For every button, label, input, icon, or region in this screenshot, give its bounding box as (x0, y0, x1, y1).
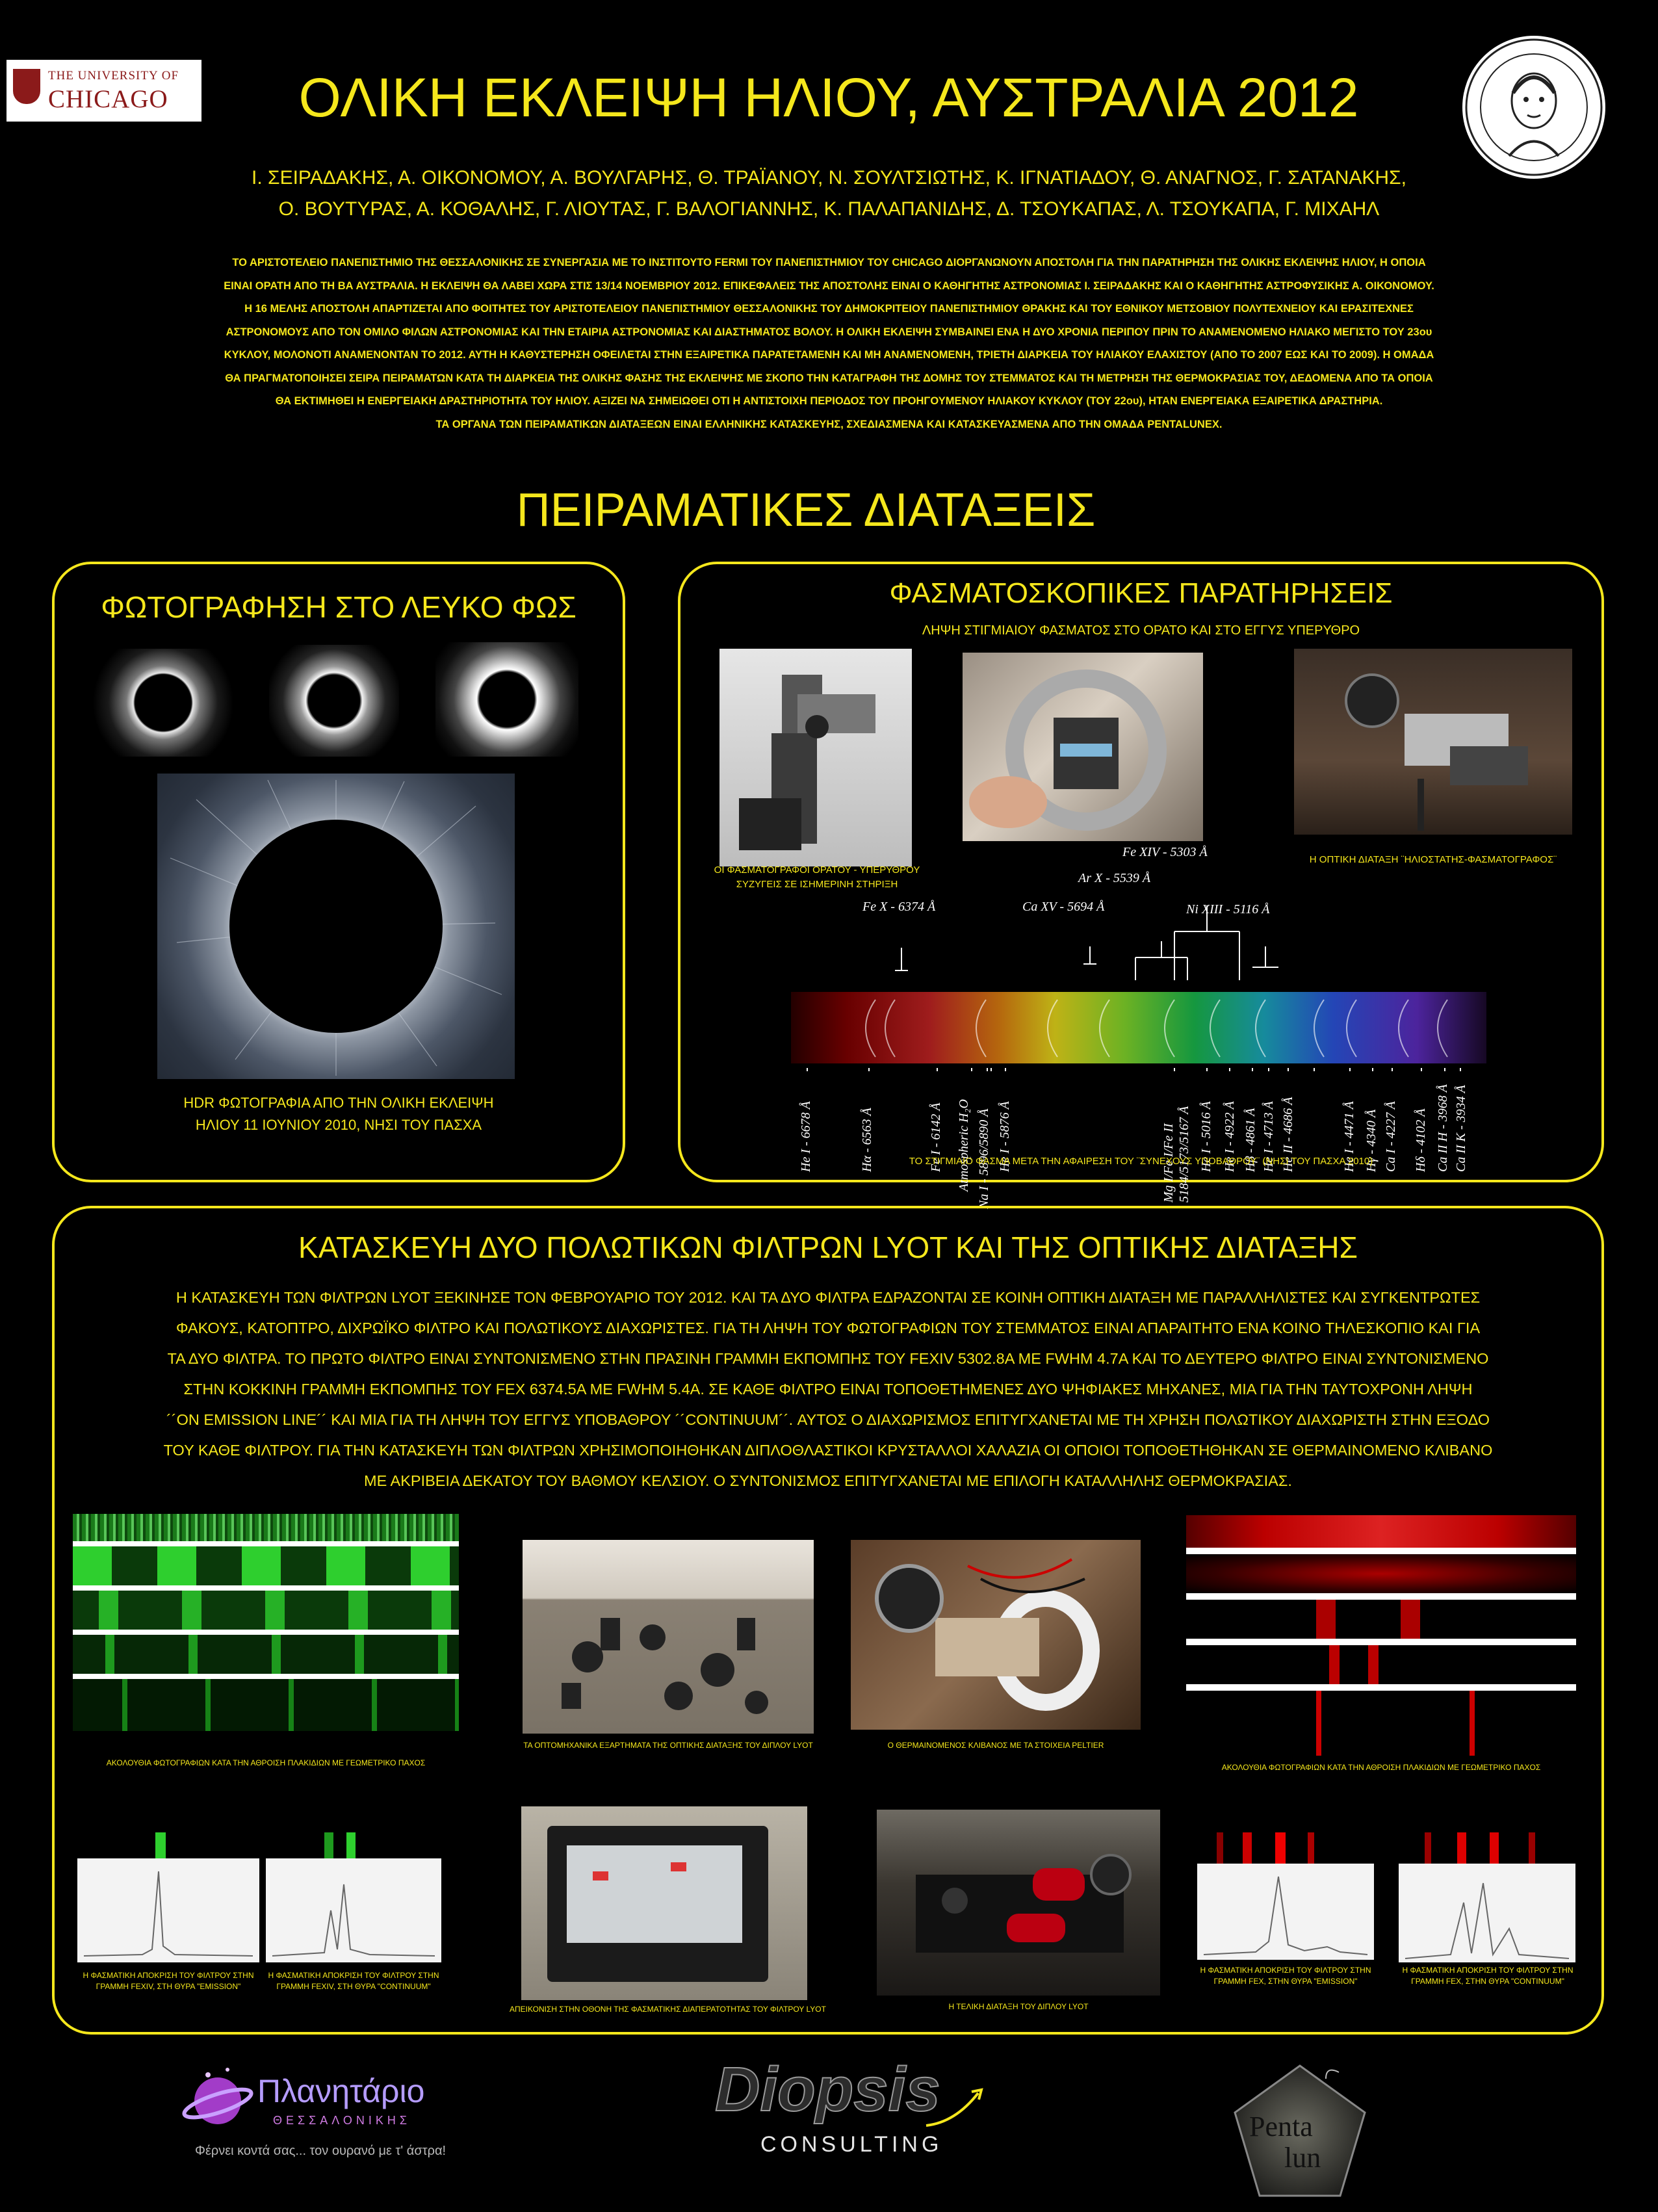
hdr-caption-line: ΗΛΙΟΥ 11 ΙΟΥΝΙΟΥ 2010, ΝΗΣΙ ΤΟΥ ΠΑΣΧΑ (195, 1117, 482, 1133)
intro-line: ΤΟ ΑΡΙΣΤΟΤΕΛΕΙΟ ΠΑΝΕΠΙΣΤΗΜΙΟ ΤΗΣ ΘΕΣΣΑΛΟΝΙΚΗΣ ΣΕ ΣΥΝΕΡΓΑΣΙΑ ΜΕ ΤΟ ΙΝΣΤΙΤΟΥΤΟ FERMI ΤΟΥ ΠΑΝΕΠΙΣΤΗΜΙΟΥ ΤΟΥ CHICAGO ΔΙΟΡΓΑΝΩΝΟΥΝ ΑΠΟΣΤΟΛΗ ΓΙΑ ΤΗΝ ΠΑΡΑΤΗΡΗΣΗ ΤΗΣ ΟΛΙΚΗΣ ΕΚΛΕΙΨΗΣ ΗΛΙΟΥ, Η ΟΠΟΙΑ (232, 257, 1426, 268)
final-lyot-setup-photo (877, 1810, 1160, 1996)
spectrograph-caption-line: ΣΥΖΥΓΕΙΣ ΣΕ ΙΣΗΜΕΡΙΝΗ ΣΤΗΡΙΞΗ (736, 879, 898, 890)
aristotle-seal-icon (1462, 36, 1605, 179)
monitor-caption: ΑΠΕΙΚΟΝΙΣΗ ΣΤΗΝ ΟΘΟΝΗ ΤΗΣ ΦΑΣΜΑΤΙΚΗΣ ΔΙΑΠΕΡΑΤΟΤΗΤΑΣ ΤΟΥ ΦΙΛΤΡΟΥ LYOT (510, 2005, 826, 2014)
lyot-line: Η ΚΑΤΑΣΚΕΥΗ ΤΩΝ ΦΙΛΤΡΩΝ LYOT ΞΕΚΙΝΗΣΕ ΤΟΝ ΦΕΒΡΟΥΑΡΙΟ ΤΟΥ 2012. ΚΑΙ ΤΑ ΔΥΟ ΦΙΛΤΡΑ ΕΔΡΑΖΟΝΤΑΙ ΣΕ ΚΟΙΝΗ ΟΠΤΙΚΗ ΔΙΑΤΑΞΗ ΜΕ ΠΑΡΑΛΛΗΛΙΣΤΕΣ ΚΑΙ ΣΥΓΚΕΝΤΡΩΤΕΣ (175, 1289, 1481, 1306)
page-title: ΟΛΙΚΗ ΕΚΛΕΙΨΗ ΗΛΙΟΥ, ΑΥΣΤΡΑΛΙΑ 2012 (298, 67, 1359, 128)
intro-paragraph (0, 252, 1658, 436)
red-sequence-caption: ΑΚΟΛΟΥΘΙΑ ΦΩΤΟΓΡΑΦΙΩΝ ΚΑΤΑ ΤΗΝ ΑΘΡΟΙΣΗ ΠΛΑΚΙΔΙΩΝ ΜΕ ΓΕΩΜΕΤΡΙΚΟ ΠΑΧΟΣ (1221, 1763, 1541, 1772)
spectrograph-telescope-photo (719, 649, 912, 866)
intro-line: ΤΑ ΟΡΓΑΝΑ ΤΩΝ ΠΕΙΡΑΜΑΤΙΚΩΝ ΔΙΑΤΑΞΕΩΝ ΕΙΝΑΙ ΕΛΛΗΝΙΚΗΣ ΚΑΤΑΣΚΕΥΗΣ, ΣΧΕΔΙΑΣΜΕΝΑ ΚΑΙ ΚΑΤΑΣΚΕΥΑΣΜΕΝΑ ΑΠΟ ΤΗΝ ΟΜΑΔΑ PENTALUNEX. (435, 418, 1223, 430)
optomechanics-photo (523, 1540, 814, 1734)
pentalun-text-2: lun (1284, 2142, 1321, 2174)
white-light-panel (52, 562, 625, 1182)
chicago-logo-line2: CHICAGO (48, 85, 168, 113)
line-label-ca-ii-h: Ca II H - 3968 Å (1436, 1084, 1450, 1172)
line-label-ni-xiii: Ni XIII - 5116 Å (1186, 902, 1270, 917)
lyot-setup-icon (877, 1810, 1160, 1996)
optomechanics-icon (523, 1540, 814, 1734)
intro-line: ΕΙΝΑΙ ΟΡΑΤΗ ΑΠΟ ΤΗ ΒΑ ΑΥΣΤΡΑΛΙΑ. Η ΕΚΛΕΙΨΗ ΘΑ ΛΑΒΕΙ ΧΩΡΑ ΣΤΙΣ 13/14 ΝΟΕΜΒΡΙΟΥ 2012. ΕΠΙΚΕΦΑΛΕΙΣ ΤΗΣ ΑΠΟΣΤΟΛΗΣ ΕΙΝΑΙ Ο ΚΑΘΗΓΗΤΗΣ ΑΣΤΡΟΝΟΜΙΑΣ Ι. ΣΕΙΡΑΔΑΚΗΣ ΚΑΙ Ο ΚΑΘΗΓΗΤΗΣ ΑΣΤΡΟΦΥΣΙΚΗΣ Α. ΟΙΚΟΝΟΜΟΥ. (224, 280, 1434, 292)
oven-caption: Ο ΘΕΡΜΑΙΝΟΜΕΝΟΣ ΚΛΙΒΑΝΟΣ ΜΕ ΤΑ ΣΤΟΙΧΕΙΑ PELTIER (887, 1741, 1104, 1750)
red-continuum-caption-line: Η ΦΑΣΜΑΤΙΚΗ ΑΠΟΚΡΙΣΗ ΤΟΥ ΦΙΛΤΡΟΥ ΣΤΗΝ (1402, 1966, 1574, 1975)
optomechanics-caption: ΤΑ ΟΠΤΟΜΗΧΑΝΙΚΑ ΕΞΑΡΤΗΜΑΤΑ ΤΗΣ ΟΠΤΙΚΗΣ ΔΙΑΤΑΞΗΣ ΤΟΥ ΔΙΠΛΟΥ LYOT (523, 1741, 813, 1750)
monitor-display-photo (521, 1806, 807, 2000)
line-label-fe-x: Fe X - 6374 Å (862, 900, 936, 914)
green-continuum-curve (266, 1858, 441, 1962)
white-light-title: ΦΩΤΟΓΡΑΦΗΣΗ ΣΤΟ ΛΕΥΚΟ ΦΩΣ (101, 590, 576, 624)
eclipse-photo-small-2 (269, 645, 399, 757)
green-emission-caption-line: ΓΡΑΜΜΗ FEXIV, ΣΤΗ ΘΥΡΑ "EMISSION" (96, 1982, 241, 1991)
pentalunex-logo (1228, 2059, 1371, 2209)
telescope-icon (719, 649, 912, 866)
red-continuum-caption-line: ΓΡΑΜΜΗ FEX, ΣΤΗΝ ΘΥΡΑ "CONTINUUM" (1411, 1977, 1564, 1986)
green-continuum-caption (250, 1970, 458, 1992)
green-emission-caption (61, 1970, 276, 1992)
planetarium-slogan: Φέρνει κοντά σας... τον ουρανό με τ' άστρα! (195, 2144, 447, 2158)
green-continuum-caption-line: ΓΡΑΜΜΗ FEXIV, ΣΤΗ ΘΥΡΑ "CONTINUUM" (276, 1982, 431, 1991)
authors-line: Ι. ΣΕΙΡΑΔΑΚΗΣ, Α. ΟΙΚΟΝΟΜΟΥ, Α. ΒΟΥΛΓΑΡΗΣ, Θ. ΤΡΑΪΑΝΟΥ, Ν. ΣΟΥΛΤΣΙΩΤΗΣ, Κ. ΙΓΝΑΤΙΑΔΟΥ, Θ. ΑΝΑΓΝΟΣ, Γ. ΣΑΤΑΝΑΚΗΣ, (252, 167, 1406, 189)
oven-icon (851, 1540, 1141, 1730)
planet-icon (182, 2063, 253, 2135)
lyot-line: ΣΤΗΝ ΚΟΚΚΙΝΗ ΓΡΑΜΜΗ ΕΚΠΟΜΠΗΣ ΤΟΥ FEX 6374.5A ΜΕ FWHM 5.4A. ΣΕ ΚΑΘΕ ΦΙΛΤΡΟ ΕΙΝΑΙ ΤΟΠΟΘΕΤΗΜΕΝΕΣ ΔΥΟ ΨΗΦΙΑΚΕΣ ΜΗΧΑΝΕΣ, ΜΙΑ ΓΙΑ ΤΗΝ ΤΑΥΤΟΧΡΟΝΗ ΛΗΨΗ (183, 1381, 1473, 1398)
eclipse-photo-small-1 (94, 649, 233, 757)
red-continuum-caption (1380, 1965, 1595, 1987)
red-fringe-sequence-photo (1186, 1515, 1576, 1758)
corona-streamers-icon (157, 774, 515, 1079)
line-label-h-beta: Hβ - 4861 Å (1243, 1108, 1258, 1172)
lyot-line: ΤΑ ΔΥΟ ΦΙΛΤΡΑ. ΤΟ ΠΡΩΤΟ ΦΙΛΤΡΟ ΕΙΝΑΙ ΣΥΝΤΟΝΙΣΜΕΝΟ ΣΤΗΝ ΠΡΑΣΙΝΗ ΓΡΑΜΜΗ ΕΚΠΟΜΠΗΣ ΤΟΥ FEXIV 5302.8A ΜΕ FWHM 4.7A ΚΑΙ ΤΟ ΔΕΥΤΕΡΟ ΦΙΛΤΡΟ ΕΙΝΑΙ ΣΥΝΤΟΝΙΣΜΕΝΟ (167, 1350, 1489, 1367)
line-label-he-i-5016: He I - 5016 Å (1199, 1101, 1213, 1172)
planetarium-name: Πλανητάριο (257, 2073, 425, 2109)
spectroscopy-subtitle: ΛΗΨΗ ΣΤΙΓΜΙΑΙΟΥ ΦΑΣΜΑΤΟΣ ΣΤΟ ΟΡΑΤΟ ΚΑΙ ΣΤΟ ΕΓΓΥΣ ΥΠΕΡΥΘΡΟ (922, 623, 1360, 638)
green-continuum-caption-line: Η ΦΑΣΜΑΤΙΚΗ ΑΠΟΚΡΙΣΗ ΤΟΥ ΦΙΛΤΡΟΥ ΣΤΗΝ (268, 1971, 439, 1980)
heated-oven-photo (851, 1540, 1141, 1730)
spectroscopy-title: ΦΑΣΜΑΤΟΣΚΟΠΙΚΕΣ ΠΑΡΑΤΗΡΗΣΕΙΣ (889, 577, 1393, 609)
line-label-h-gamma: Hγ - 4340 Å (1364, 1109, 1379, 1172)
grating-ring-icon (963, 653, 1203, 841)
intro-line: ΘΑ ΠΡΑΓΜΑΤΟΠΟΙΗΣΕΙ ΣΕΙΡΑ ΠΕΙΡΑΜΑΤΩΝ ΚΑΤΑ ΤΗ ΔΙΑΡΚΕΙΑ ΤΗΣ ΟΛΙΚΗΣ ΦΑΣΗΣ ΤΗΣ ΕΚΛΕΙΨΗΣ ΜΕ ΣΚΟΠΟ ΤΗΝ ΚΑΤΑΓΡΑΦΗ ΤΗΣ ΔΟΜΗΣ ΤΟΥ ΣΤΕΜΜΑΤΟΣ ΚΑΙ ΤΗ ΜΕΤΡΗΣΗ ΤΗΣ ΘΕΡΜΟΚΡΑΣΙΑΣ ΤΟΥ, ΔΕΔΟΜΕΝΑ ΑΠΟ ΤΑ ΟΠΟΙΑ (225, 372, 1433, 384)
line-label-he-ii-4686: He II - 4686 Å (1281, 1097, 1295, 1172)
line-label-he-i-6678: He I - 6678 Å (799, 1101, 813, 1172)
spectrum-band (791, 992, 1486, 1063)
line-label-na-i: Na I - 5896/5890 Å (977, 1108, 991, 1209)
diffraction-grating-photo (963, 653, 1203, 841)
swoosh-arrow-icon (923, 2087, 988, 2132)
lyot-line: ´´ON EMISSION LINE´´ ΚΑΙ ΜΙΑ ΓΙΑ ΤΗ ΛΗΨΗ ΤΟΥ ΕΓΓΥΣ ΥΠΟΒΑΘΡΟΥ ´´CONTINUUM´´. ΑΥΤΟΣ Ο ΔΙΑΧΩΡΙΣΜΟΣ ΕΠΙΤΥΓΧΑΝΕΤΑΙ ΜΕ ΤΗ ΧΡΗΣΗ ΠΟΛΩΤΙΚΟΥ ΔΙΑΧΩΡΙΣΤΗ ΣΤΗΝ ΕΞΟΔΟ (166, 1411, 1490, 1428)
authors (0, 163, 1658, 225)
diopsis-name: Diopsis (715, 2055, 940, 2124)
planetarium-city: ΘΕΣΣΑΛΟΝΙΚΗΣ (273, 2114, 411, 2127)
red-continuum-response-chart (1399, 1832, 1575, 1962)
planetarium-logo (175, 2059, 500, 2163)
diopsis-sub: CONSULTING (760, 2132, 943, 2157)
spectrograph-caption-line: ΟΙ ΦΑΣΜΑΤΟΓΡΑΦΟΙ ΟΡΑΤΟΥ - ΥΠΕΡΥΘΡΟΥ (714, 865, 920, 876)
red-emission-caption (1178, 1965, 1393, 1987)
red-emission-caption-line: ΓΡΑΜΜΗ FEX, ΣΤΗΝ ΘΥΡΑ "EMISSION" (1213, 1977, 1358, 1986)
lyot-title: ΚΑΤΑΣΚΕΥΗ ΔΥΟ ΠΟΛΩΤΙΚΩΝ ΦΙΛΤΡΩΝ LYOT ΚΑΙ ΤΗΣ ΟΠΤΙΚΗΣ ΔΙΑΤΑΞΗΣ (298, 1230, 1358, 1264)
hdr-caption-line: HDR ΦΩΤΟΓΡΑΦΙΑ ΑΠΟ ΤΗΝ ΟΛΙΚΗ ΕΚΛΕΙΨΗ (183, 1095, 494, 1111)
line-label-fe-i: Fe I - 6142 Å (929, 1102, 943, 1172)
pentalun-text-1: Penta (1249, 2111, 1313, 2142)
intro-line: ΘΑ ΕΚΤΙΜΗΘΕΙ Η ΕΝΕΡΓΕΙΑΚΗ ΔΡΑΣΤΗΡΙΟΤΗΤΑ ΤΟΥ ΗΛΙΟΥ. ΑΞΙΖΕΙ ΝΑ ΣΗΜΕΙΩΘΕΙ ΟΤΙ Η ΑΝΤΙΣΤΟΙΧΗ ΠΕΡΙΟΔΟΣ ΤΟΥ ΠΡΟΗΓΟΥΜΕΝΟΥ ΗΛΙΑΚΟΥ ΚΥΚΛΟΥ (ΤΟΥ 22ου), ΗΤΑΝ ΕΝΕΡΓΕΙΑΚΑ ΕΞΑΙΡΕΤΙΚΑ ΔΡΑΣΤΗΡΙΑ. (275, 395, 1383, 407)
intro-line: ΚΥΚΛΟΥ, ΜΟΛΟΝΟΤΙ ΑΝΑΜΕΝΟΝΤΑΝ ΤΟ 2012. ΑΥΤΗ Η ΚΑΘΥΣΤΕΡΗΣΗ ΟΦΕΙΛΕΤΑΙ ΣΤΗΝ ΕΞΑΙΡΕΤΙΚΑ ΠΑΡΑΤΕΤΑΜΕΝΗ ΚΑΙ ΜΗ ΑΝΑΜΕΝΟΜΕΝΗ, ΤΡΙΕΤΗ ΔΙΑΡΚΕΙΑ ΤΟΥ ΗΛΙΑΚΟΥ ΕΛΑΧΙΣΤΟΥ (ΑΠΟ ΤΟ 2007 ΕΩΣ ΚΑΙ ΤΟ 2009). Η ΟΜΑΔΑ (224, 349, 1434, 361)
green-continuum-response-chart (266, 1832, 441, 1962)
section-title: ΠΕΙΡΑΜΑΤΙΚΕΣ ΔΙΑΤΑΞΕΙΣ (516, 484, 1096, 536)
green-fringe-sequence-photo (73, 1514, 459, 1754)
heliostat-caption: Η ΟΠΤΙΚΗ ΔΙΑΤΑΞΗ ¨ΗΛΙΟΣΤΑΤΗΣ-ΦΑΣΜΑΤΟΓΡΑΦΟΣ¨ (1309, 854, 1557, 865)
heliostat-icon (1294, 649, 1572, 835)
lyot-line: ΤΟΥ ΚΑΘΕ ΦΙΛΤΡΟΥ. ΓΙΑ ΤΗΝ ΚΑΤΑΣΚΕΥΗ ΤΩΝ ΦΙΛΤΡΩΝ ΧΡΗΣΙΜΟΠΟΙΗΘΗΚΑΝ ΔΙΠΛΟΘΛΑΣΤΙΚΟΙ ΚΡΥΣΤΑΛΛΟΙ ΧΑΛΑΖΙΑ ΟΙ ΟΠΟΙΟΙ ΤΟΠΟΘΕΤΗΘΗΚΑΝ ΣΕ ΘΕΡΜΑΙΝΟΜΕΝΟ ΚΛΙΒΑΝΟ (163, 1442, 1493, 1459)
hdr-caption (55, 1092, 623, 1136)
lyot-paragraph (55, 1282, 1601, 1496)
line-label-he-i-4471: He I - 4471 Å (1342, 1101, 1356, 1172)
lyot-panel (52, 1206, 1604, 2035)
green-emission-response-chart (77, 1832, 259, 1962)
line-label-atmospheric-h2o: Atmospheric H₂O (957, 1099, 971, 1191)
diopsis-consulting-logo (708, 2054, 1007, 2165)
line-label-mg-fe-1: Mg I/Fe I/Fe II (1161, 1123, 1176, 1203)
red-emission-caption-line: Η ΦΑΣΜΑΤΙΚΗ ΑΠΟΚΡΙΣΗ ΤΟΥ ΦΙΛΤΡΟΥ ΣΤΗΝ (1200, 1966, 1371, 1975)
chicago-logo-line1: THE UNIVERSITY OF (48, 69, 179, 83)
final-setup-caption: Η ΤΕΛΙΚΗ ΔΙΑΤΑΞΗ ΤΟΥ ΔΙΠΛΟΥ LYOT (948, 2002, 1089, 2011)
line-label-he-i-4713: He I - 4713 Å (1262, 1101, 1276, 1172)
green-sequence-caption: ΑΚΟΛΟΥΘΙΑ ΦΩΤΟΓΡΑΦΙΩΝ ΚΑΤΑ ΤΗΝ ΑΘΡΟΙΣΗ ΠΛΑΚΙΔΙΩΝ ΜΕ ΓΕΩΜΕΤΡΙΚΟ ΠΑΧΟΣ (106, 1758, 426, 1767)
line-label-h-delta: Hδ - 4102 Å (1414, 1108, 1428, 1172)
line-label-ca-xv: Ca XV - 5694 Å (1022, 900, 1105, 914)
authors-line: Ο. ΒΟΥΤΥΡΑΣ, Α. ΚΟΘΑΛΗΣ, Γ. ΛΙΟΥΤΑΣ, Γ. ΒΑΛΟΓΙΑΝΝΗΣ, Κ. ΠΑΛΑΠΑΝΙΔΗΣ, Δ. ΤΣΟΥΚΑΠΑΣ, Λ. ΤΣΟΥΚΑΠΑ, Γ. ΜΙΧΑΗΛ (278, 198, 1380, 220)
bottom-leader-lines (807, 1068, 1460, 1071)
spectroscopy-panel (678, 562, 1604, 1209)
aristotle-university-seal (1462, 36, 1605, 179)
lyot-line: ΦΑΚΟΥΣ, ΚΑΤΟΠΤΡΟ, ΔΙΧΡΩΪΚΟ ΦΙΛΤΡΟ ΚΑΙ ΠΟΛΩΤΙΚΟΥΣ ΔΙΑΧΩΡΙΣΤΕΣ. ΓΙΑ ΤΗ ΛΗΨΗ ΤΟΥ ΦΩΤΟΓΡΑΦΙΩΝ ΤΟΥ ΣΤΕΜΜΑΤΟΣ ΕΙΝΑΙ ΑΠΑΡΑΙΤΗΤΟ ΕΝΑ ΚΟΙΝΟ ΤΗΛΕΣΚΟΠΙΟ ΚΑΙ ΓΙΑ (175, 1320, 1481, 1336)
lyot-line: ΜΕ ΑΚΡΙΒΕΙΑ ΔΕΚΑΤΟΥ ΤΟΥ ΒΑΘΜΟΥ ΚΕΛΣΙΟΥ. Ο ΣΥΝΤΟΝΙΣΜΟΣ ΕΠΙΤΥΓΧΑΝΕΤΑΙ ΜΕ ΕΠΙΛΟΓΗ ΚΑΤΑΛΛΗΛΗΣ ΘΕΡΜΟΚΡΑΣΙΑΣ. (364, 1472, 1292, 1489)
flash-spectrum-caption: ΤΟ ΣΤΙΓΜΙΑΙΟ ΦΑΣΜΑ ΜΕΤΑ ΤΗΝ ΑΦΑΙΡΕΣΗ ΤΟΥ ¨ΣΥΝΕΧΟΥΣ ΥΠΟΒΑΘΡΟΥ¨ (ΝΗΣΙ ΤΟΥ ΠΑΣΧΑ 2010) (909, 1156, 1373, 1167)
line-label-mg-fe-2: 5184/5173/5167 Å (1177, 1106, 1191, 1203)
red-continuum-curve (1399, 1864, 1575, 1962)
line-label-h-alpha: Hα - 6563 Å (860, 1108, 874, 1172)
chicago-shield-icon (13, 69, 40, 104)
line-label-fe-xiv: Fe XIV - 5303 Å (1122, 845, 1208, 859)
red-emission-response-chart (1197, 1832, 1374, 1960)
line-label-he-i-4922: He I - 4922 Å (1223, 1101, 1237, 1172)
university-of-chicago-logo (6, 60, 201, 122)
intro-line: Η 16 ΜΕΛΗΣ ΑΠΟΣΤΟΛΗ ΑΠΑΡΤΙΖΕΤΑΙ ΑΠΟ ΦΟΙΤΗΤΕΣ ΤΟΥ ΑΡΙΣΤΟΤΕΛΕΙΟΥ ΠΑΝΕΠΙΣΤΗΜΙΟΥ ΘΕΣΣΑΛΟΝΙΚΗΣ ΤΟΥ ΔΗΜΟΚΡΙΤΕΙΟΥ ΠΑΝΕΠΙΣΤΗΜΙΟΥ ΘΡΑΚΗΣ ΚΑΙ ΤΟΥ ΕΘΝΙΚΟΥ ΜΕΤΣΟΒΙΟΥ ΠΟΛΥΤΕΧΝΕΙΟΥ ΚΑΙ ΕΡΑΣΙΤΕΧΝΕΣ (244, 303, 1414, 315)
green-emission-curve (77, 1858, 259, 1962)
heliostat-spectrograph-photo (1294, 649, 1572, 835)
line-label-ar-x: Ar X - 5539 Å (1078, 871, 1151, 885)
eclipse-photo-small-3 (435, 642, 578, 757)
intro-line: ΑΣΤΡΟΝΟΜΟΥΣ ΑΠΟ ΤΟΝ ΟΜΙΛΟ ΦΙΛΩΝ ΑΣΤΡΟΝΟΜΙΑΣ ΚΑΙ ΤΗΝ ΕΤΑΙΡΙΑ ΑΣΤΡΟΝΟΜΙΑΣ ΚΑΙ ΔΙΑΣΤΗΜΑΤΟΣ ΒΟΛΟΥ. Η ΟΛΙΚΗ ΕΚΛΕΙΨΗ ΣΥΜΒΑΙΝΕΙ ΕΝΑ Η ΔΥΟ ΧΡΟΝΙΑ ΠΕΡΙΠΟΥ ΠΡΙΝ ΤΟ ΑΝΑΜΕΝΟΜΕΝΟ ΗΛΙΑΚΟ ΜΕΓΙΣΤΟ ΤΟΥ 23ου (226, 326, 1432, 338)
red-emission-curve (1197, 1864, 1374, 1960)
line-label-he-i-5876: He I - 5876 Å (998, 1101, 1012, 1172)
green-emission-caption-line: Η ΦΑΣΜΑΤΙΚΗ ΑΠΟΚΡΙΣΗ ΤΟΥ ΦΙΛΤΡΟΥ ΣΤΗΝ (83, 1971, 254, 1980)
line-label-ca-i: Ca I - 4227 Å (1384, 1101, 1398, 1172)
line-label-ca-ii-k: Ca II K - 3934 Å (1454, 1085, 1468, 1172)
hdr-eclipse-photo (157, 774, 515, 1079)
